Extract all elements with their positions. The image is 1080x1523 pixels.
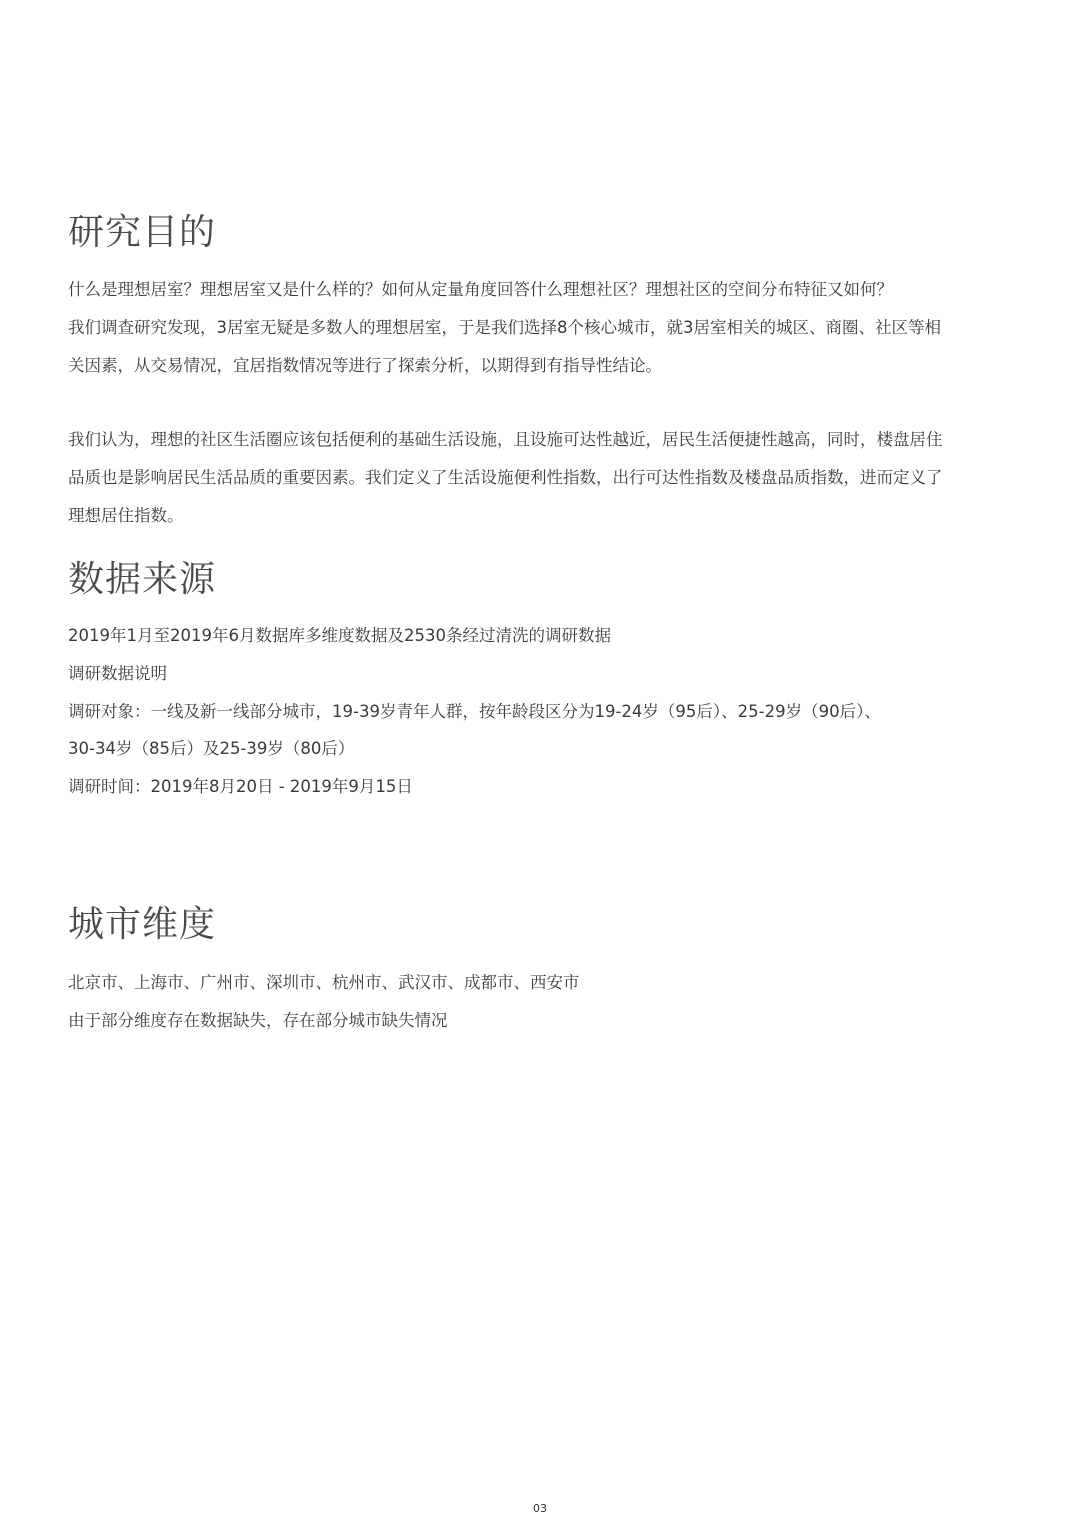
source-line-2: 调研数据说明: [68, 664, 167, 683]
cities-line-1: 北京市、上海市、广州市、深圳市、杭州市、武汉市、成都市、西安市: [68, 973, 580, 992]
source-line-3: 调研对象：一线及新一线部分城市，19-39岁青年人群，按年龄段区分为19-24岁（95后）、25-29岁（90后）、: [68, 702, 881, 721]
section-title-cities: 城市维度: [68, 904, 217, 945]
purpose-line-4: 我们认为，理想的社区生活圈应该包括便利的基础生活设施，且设施可达性越近，居民生活便捷性越高，同时，楼盘居住: [68, 430, 943, 449]
cities-line-2: 由于部分维度存在数据缺失，存在部分城市缺失情况: [68, 1011, 448, 1030]
purpose-line-1: 什么是理想居室？理想居室又是什么样的？如何从定量角度回答什么理想社区？理想社区的空间分布特征又如何？: [68, 280, 893, 299]
source-line-5: 调研时间：2019年8月20日 - 2019年9月15日: [68, 777, 413, 796]
source-line-4: 30-34岁（85后）及25-39岁（80后）: [68, 739, 355, 758]
purpose-line-3: 关因素，从交易情况，宜居指数情况等进行了探索分析，以期得到有指导性结论。: [68, 356, 662, 375]
source-line-1: 2019年1月至2019年6月数据库多维度数据及2530条经过清洗的调研数据: [68, 626, 611, 645]
purpose-line-5: 品质也是影响居民生活品质的重要因素。我们定义了生活设施便利性指数，出行可达性指数及楼盘品质指数，进而定义了: [68, 468, 943, 487]
page-number: 03: [533, 1502, 547, 1515]
purpose-line-6: 理想居住指数。: [68, 506, 184, 525]
section-title-source: 数据来源: [68, 559, 217, 600]
purpose-line-2: 我们调查研究发现，3居室无疑是多数人的理想居室，于是我们选择8个核心城市，就3居室相关的城区、商圈、社区等相: [68, 318, 941, 337]
section-title-purpose: 研究目的: [68, 212, 217, 253]
